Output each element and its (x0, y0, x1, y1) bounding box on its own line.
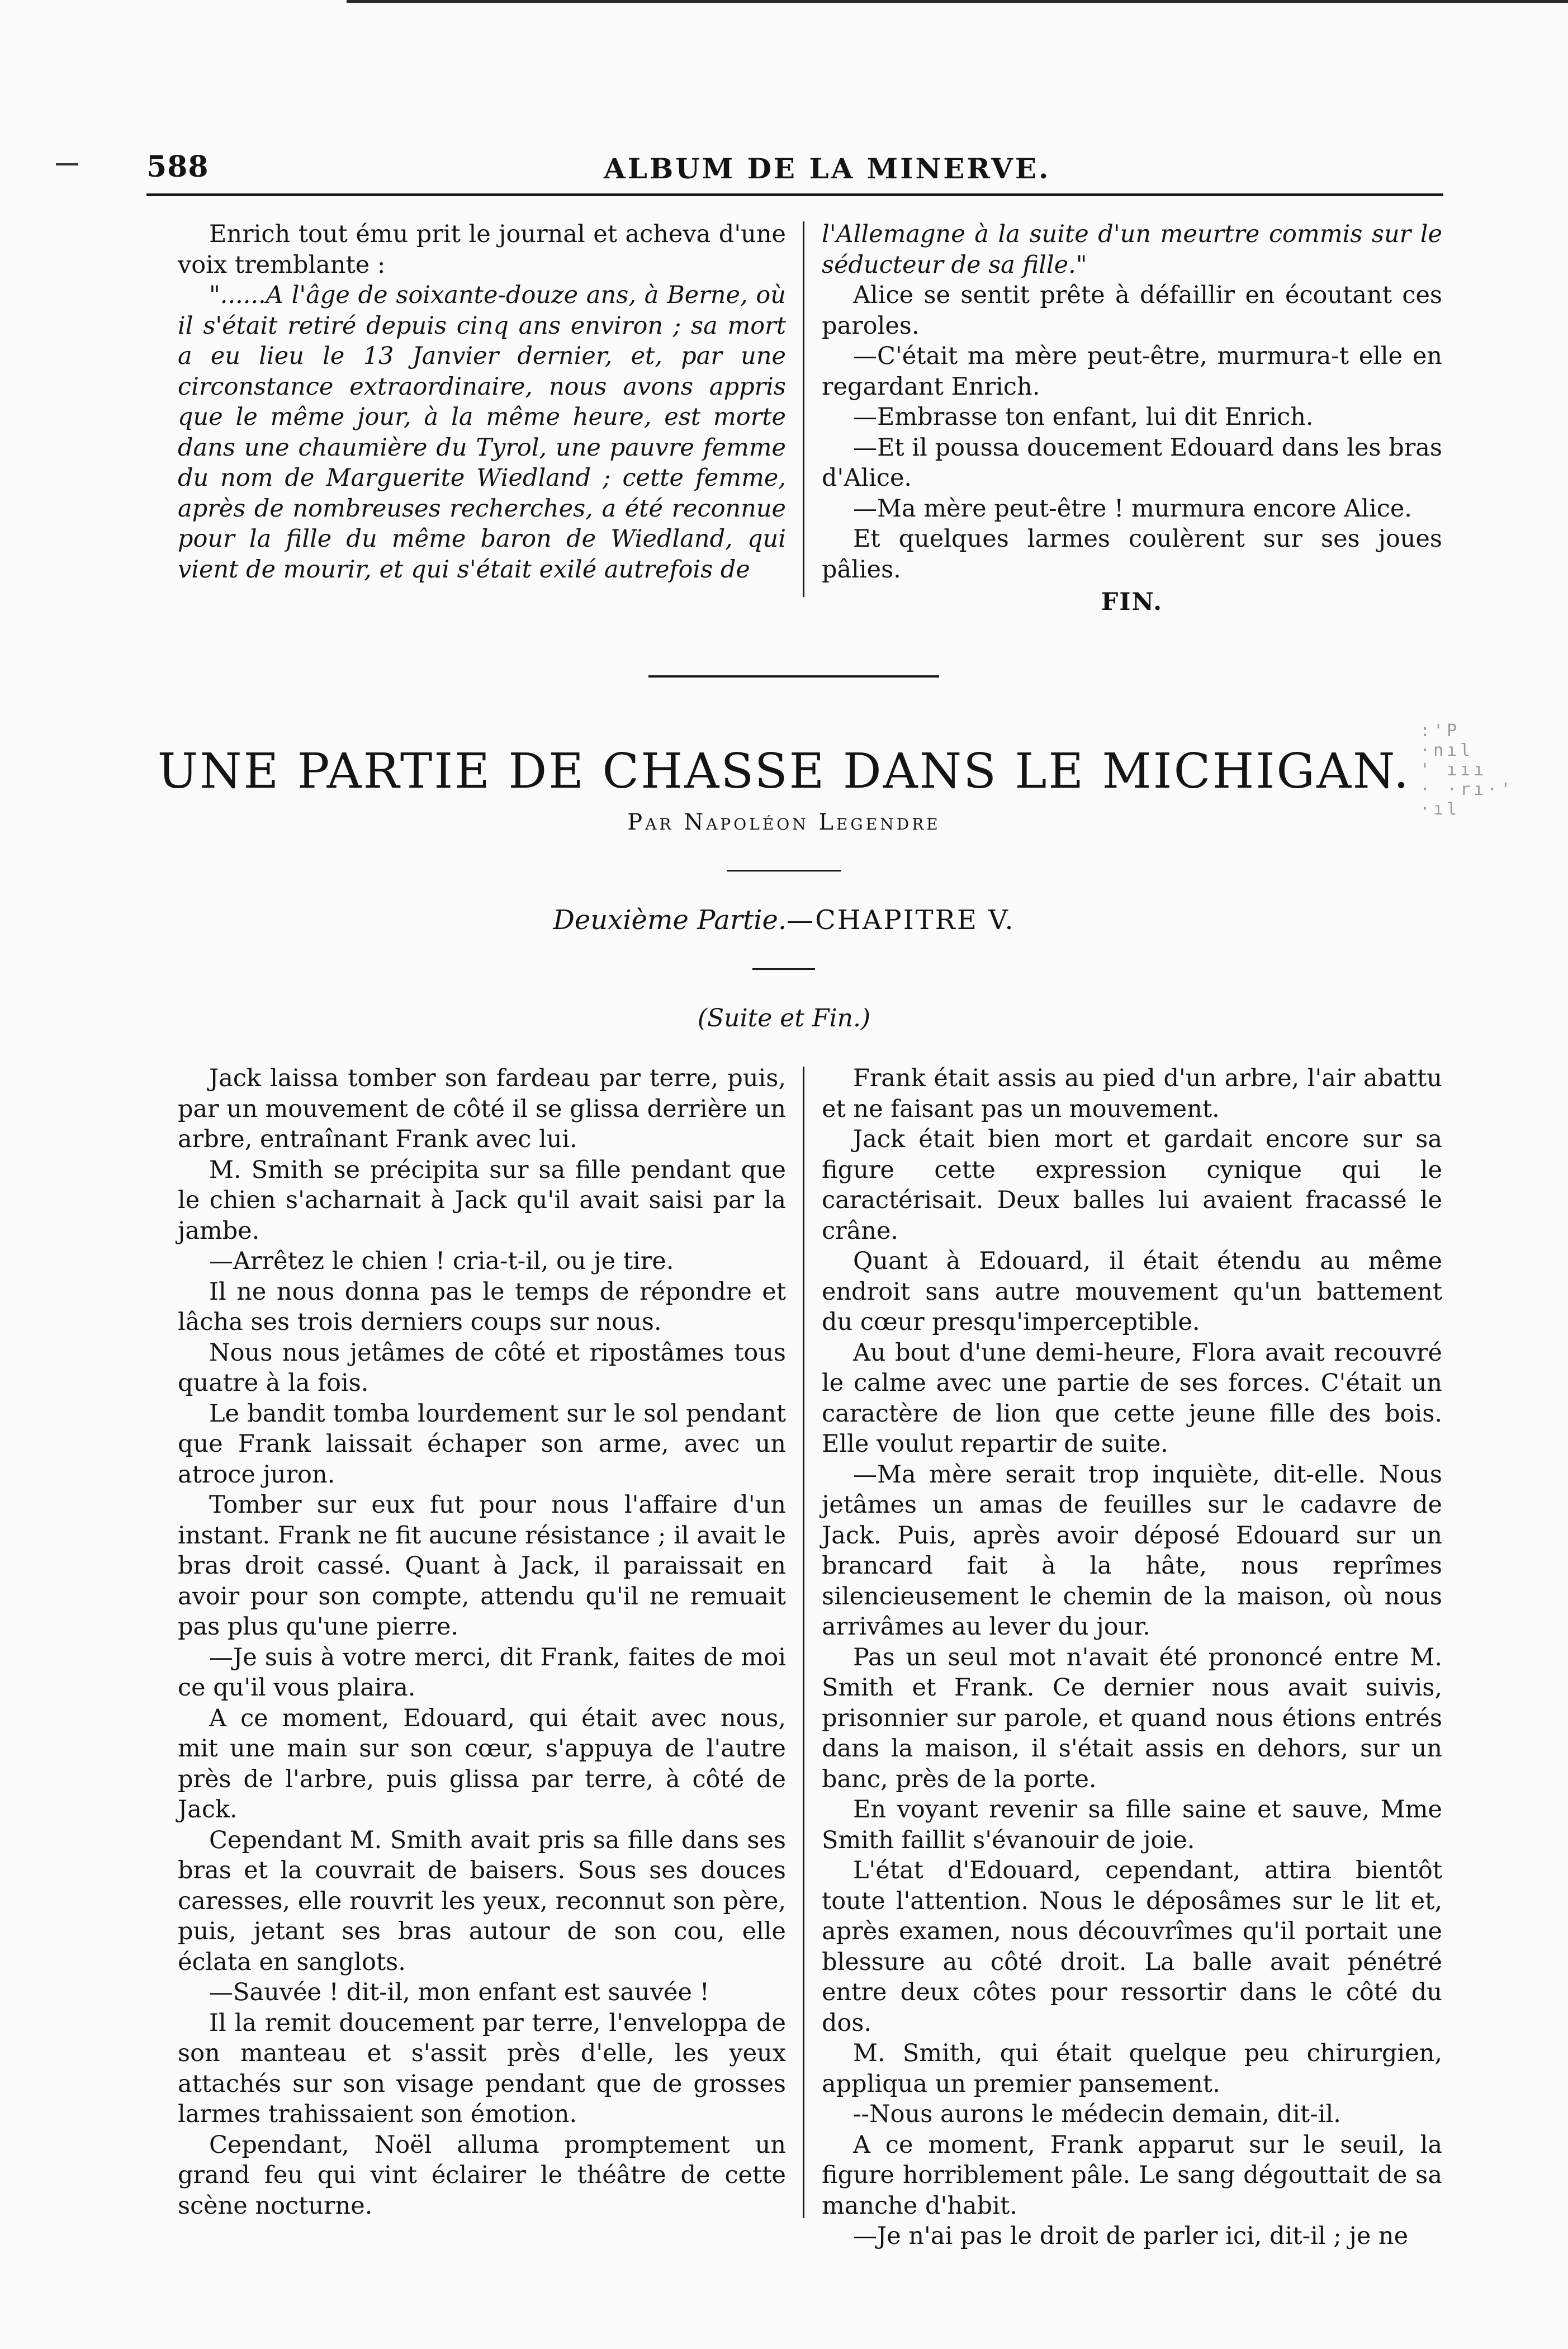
paragraph: —Sauvée ! dit-il, mon enfant est sauvée ! (209, 1978, 709, 2006)
paragraph: —Ma mère peut-être ! murmura encore Alice. (853, 494, 1412, 523)
bottom-right-column (822, 1063, 1442, 2252)
author-byline: Par Napoléon Legendre (627, 809, 941, 835)
paragraph: M. Smith, qui était quelque peu chirurgien, appliqua un premier pansement. (822, 2039, 1442, 2098)
paragraph: Tomber sur eux fut pour nous l'affaire d'un instant. Frank ne fit aucune résistance ; il avait le bras droit cassé. Quant à Jack, il paraissait en avoir pour son compte, attendu qu'il ne remuait pas plus qu'une pierre. (178, 1491, 786, 1641)
chapter-rule (752, 968, 815, 970)
paragraph: Jack était bien mort et gardait encore sur sa figure cette expression cynique qui le caractérisait. Deux balles lui avaient fracassé le crâne. (822, 1125, 1442, 1245)
paragraph: Quant à Edouard, il était étendu au même endroit sans autre mouvement qu'un battement du cœur presqu'imperceptible. (822, 1247, 1442, 1336)
paragraph: Et quelques larmes coulèrent sur ses joues pâlies. (822, 525, 1442, 584)
byline-rule (727, 870, 841, 872)
bottom-column-divider (803, 1067, 804, 2218)
paragraph: —Je n'ai pas le droit de parler ici, dit-il ; je ne (853, 2222, 1409, 2250)
paragraph: Pas un seul mot n'avait été prononcé entre M. Smith et Frank. Ce dernier nous avait suivis, prisonnier sur parole, et quand nous étions entrés dans la maison, il s'était assis en dehors, sur un banc, près de la porte. (822, 1643, 1442, 1793)
paragraph: A ce moment, Frank apparut sur le seuil, la figure horriblement pâle. Le sang dégouttait de sa manche d'habit. (822, 2130, 1442, 2220)
margin-bleed-through: :'P ·nıl ' ııı · ·rı·' ·ıl (1420, 721, 1514, 819)
paragraph: M. Smith se précipita sur sa fille pendant que le chien s'acharnait à Jack qu'il avait saisi par la jambe. (178, 1155, 786, 1245)
story-title: UNE PARTIE DE CHASSE DANS LE MICHIGAN. (157, 743, 1411, 799)
paragraph: L'état d'Edouard, cependant, attira bientôt toute l'attention. Nous le déposâmes sur le lit et, après examen, nous découvrîmes qu'il portait une blessure au côté droit. La balle avait pénétré entre deux côtes pour ressortir dans le côté du dos. (822, 1857, 1442, 2037)
chapter-heading (0, 904, 1568, 936)
top-right-edge-rule (347, 0, 1568, 3)
chapter-part: Deuxième Partie. (553, 904, 787, 936)
paragraph: Jack laissa tomber son fardeau par terre, puis, par un mouvement de côté il se glissa derrière un arbre, entraînant Frank avec lui. (178, 1064, 786, 1153)
paragraph: --Nous aurons le médecin demain, dit-il. (853, 2100, 1341, 2128)
paragraph-continuation: l'Allemagne à la suite d'un meurtre commis sur le séducteur de sa fille." (822, 220, 1442, 279)
top-right-column (822, 219, 1442, 618)
paragraph: —C'était ma mère peut-être, murmura-t elle en regardant Enrich. (822, 342, 1442, 401)
paragraph: Cependant M. Smith avait pris sa fille dans ses bras et la couvrait de baisers. Sous ses douces caresses, elle rouvrit les yeux, reconnut son père, puis, jetant ses bras autour de son cou, elle éclata en sanglots. (178, 1826, 786, 1976)
paragraph: —Je suis à votre merci, dit Frank, faites de moi ce qu'il vous plaira. (178, 1643, 786, 1702)
story-subtitle: (Suite et Fin.) (697, 1004, 871, 1033)
bottom-left-column (178, 1063, 786, 2221)
paragraph: Le bandit tomba lourdement sur le sol pendant que Frank laissait échaper son arme, avec un atroce juron. (178, 1399, 786, 1489)
paragraph: —Embrasse ton enfant, lui dit Enrich. (853, 403, 1314, 431)
header-rule (146, 193, 1443, 196)
chapter-title: —CHAPITRE V. (787, 904, 1015, 936)
paragraph: Nous nous jetâmes de côté et ripostâmes tous quatre à la fois. (178, 1338, 786, 1397)
end-mark: FIN. (1101, 588, 1163, 616)
paragraph: Il la remit doucement par terre, l'enveloppa de son manteau et s'assit près d'elle, les yeux attachés sur son visage pendant que de grosses larmes trahissaient son émotion. (178, 2009, 786, 2128)
paragraph: —Et il poussa doucement Edouard dans les bras d'Alice. (822, 433, 1442, 492)
paragraph: —Ma mère serait trop inquiète, dit-elle. Nous jetâmes un amas de feuilles sur le cadavre de Jack. Puis, après avoir déposé Edouard sur un brancard fait à la hâte, nous reprîmes silencieusement le chemin de la maison, où nous arrivâmes au lever du jour. (822, 1460, 1442, 1641)
running-head: ALBUM DE LA MINERVE. (604, 152, 1051, 185)
paragraph: "......A l'âge de soixante-douze ans, à Berne, où il s'était retiré depuis cinq ans environ ; sa mort a eu lieu le 13 Janvier dernier, et, par une circonstance extraordinaire, nous avons appris que le même jour, à la même heure, est morte dans une chaumière du Tyrol, une pauvre femme du nom de Marguerite Wiedland ; cette femme, après de nombreuses recherches, a été reconnue pour la fille du même baron de Wiedland, qui vient de mourir, et qui s'était exilé autrefois de (178, 281, 786, 584)
page-number: 588 (146, 150, 209, 184)
paragraph: Il ne nous donna pas le temps de répondre et lâcha ses trois derniers coups sur nous. (178, 1277, 786, 1336)
paragraph: Au bout d'une demi-heure, Flora avait recouvré le calme avec une partie de ses forces. C'était un caractère de lion que cette jeune fille des bois. Elle voulut repartir de suite. (822, 1338, 1442, 1458)
top-left-column (178, 219, 786, 585)
paragraph: —Arrêtez le chien ! cria-t-il, ou je tire. (209, 1247, 674, 1275)
top-column-divider (803, 221, 804, 597)
paragraph: Frank était assis au pied d'un arbre, l'air abattu et ne faisant pas un mouvement. (822, 1064, 1442, 1123)
paragraph: Enrich tout ému prit le journal et acheva d'une voix tremblante : (178, 220, 786, 279)
section-separator (648, 675, 939, 678)
paragraph: Cependant, Noël alluma promptement un grand feu qui vint éclairer le théâtre de cette scène nocturne. (178, 2130, 786, 2220)
paragraph: Alice se sentit prête à défaillir en écoutant ces paroles. (822, 281, 1442, 340)
paragraph: A ce moment, Edouard, qui était avec nous, mit une main sur son cœur, s'appuya de l'autre près de l'arbre, puis glissa par terre, à côté de Jack. (178, 1704, 786, 1824)
paragraph: En voyant revenir sa fille saine et sauve, Mme Smith faillit s'évanouir de joie. (822, 1796, 1442, 1854)
left-margin-tick (56, 163, 78, 165)
